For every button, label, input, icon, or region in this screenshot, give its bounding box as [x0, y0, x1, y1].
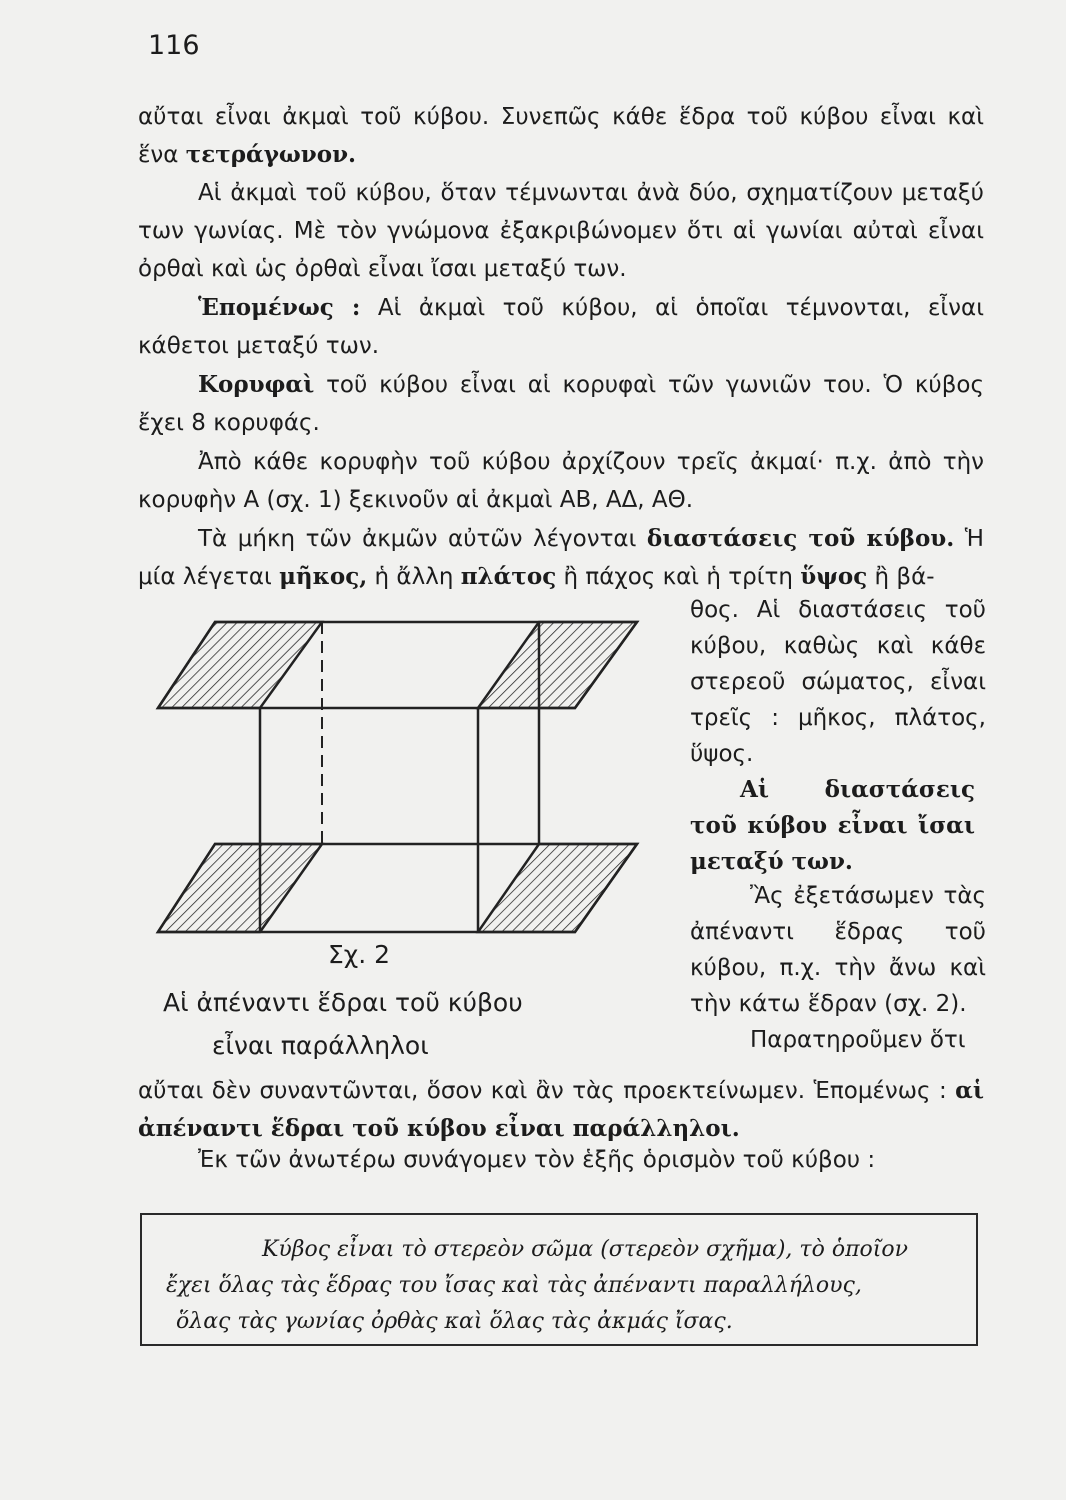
parallel-faces-text: αὔται δὲν συναντῶνται, ὅσον καὶ ἂν τὰς προεκτείνωμεν. Ἑπομένως : [138, 1078, 956, 1104]
paragraph-vertices [138, 366, 984, 442]
vertices-bold: Κορυφαὶ [198, 371, 315, 398]
page-number: 116 [148, 30, 200, 61]
top-face [158, 622, 637, 708]
cube-edges [260, 622, 539, 932]
figure-label: Σχ. 2 [328, 940, 391, 969]
square-faces-bold: τετράγωνον. [185, 141, 357, 168]
figure-caption-line2: εἶναι παράλληλοι [212, 1031, 429, 1060]
dimensions-text-3: ἡ ἄλλη [367, 564, 461, 590]
vertices-text: τοῦ κύβου εἶναι αἱ κορυφαὶ τῶν γωνιῶν του. Ὁ κύβος ἔχει 8 κορυφάς. [138, 372, 984, 436]
width-bold: πλάτος [460, 563, 557, 590]
dimensions-text-4: ἢ πάχος καὶ ἡ τρίτη [556, 564, 801, 590]
paragraph-conclusion: Ἐκ τῶν ἀνωτέρω συνάγομεν τὸν ἑξῆς ὁρισμὸν τοῦ κύβου : [198, 1147, 876, 1173]
side-equal-dimensions: Αἱ διαστάσεις τοῦ κύβου εἶναι ἴσαι μεταξύ των. [690, 776, 975, 875]
perpendicular-edges-text: Αἱ ἀκμαὶ τοῦ κύβου, αἱ ὁποῖαι τέμνονται, εἶναι κάθετοι μεταξύ των. [138, 295, 984, 359]
dimensions-text-5: ἢ βά- [867, 564, 935, 590]
paragraph-perpendicular-edges [138, 289, 984, 365]
paragraph-three-edges: Ἀπὸ κάθε κορυφὴν τοῦ κύβου ἀρχίζουν τρεῖς ἀκμαί· π.χ. ἀπὸ τὴν κορυφὴν Α (σχ. 1) ξεκινοῦν αἱ ἀκμαὶ ΑΒ, ΑΔ, ΑΘ. [138, 449, 984, 513]
side-we-observe: Παρατηροῦμεν ὅτι [750, 1027, 966, 1053]
square-faces-text: αὔται εἶναι ἀκμαὶ τοῦ κύβου. Συνεπῶς κάθε ἕδρα τοῦ κύβου εἶναι καὶ ἕνα [138, 104, 984, 168]
dimensions-text-1: Τὰ μήκη τῶν ἀκμῶν αὐτῶν λέγονται [198, 526, 647, 552]
figure-cube-opposite-faces [150, 610, 650, 950]
paragraph-square-faces [138, 98, 984, 174]
definition-line-1: Κύβος εἶναι τὸ στερεὸν σῶμα (στερεὸν σχῆμα), τὸ ὁποῖον [262, 1237, 909, 1262]
height-bold: ὕψος [800, 563, 868, 590]
paragraph-right-angles: Αἱ ἀκμαὶ τοῦ κύβου, ὅταν τέμνωνται ἀνὰ δύο, σχηματίζουν μεταξύ των γωνίας. Μὲ τὸν γνώμονα ἐξακριβώνομεν ὅτι αἱ γωνίαι αὐταὶ εἶναι ὀρθαὶ καὶ ὡς ὀρθαὶ εἶναι ἴσαι μεταξύ των. [138, 180, 984, 282]
paragraph-parallel-faces [138, 1072, 984, 1148]
paragraph-dimensions [138, 520, 984, 596]
length-bold: μῆκος, [279, 563, 368, 590]
cube-definition-box [140, 1213, 978, 1346]
definition-line-3: ὅλας τὰς γωνίας ὀρθὰς καὶ ὅλας τὰς ἀκμάς ἴσας. [176, 1309, 733, 1334]
parallel-faces-bold: αἱ ἀπέναντι ἕδραι τοῦ κύβου εἶναι παράλληλοι. [138, 1077, 984, 1142]
side-three-dimensions: θος. Αἱ διαστάσεις τοῦ κύβου, καθὼς καὶ κάθε στερεοῦ σώματος, εἶναι τρεῖς : μῆκος, πλάτος, ὕψος. [690, 597, 986, 767]
dimensions-bold-1: διαστάσεις τοῦ κύβου. [646, 525, 955, 552]
side-opposite-faces: Ἂς ἐξετάσωμεν τὰς ἀπέναντι ἕδρας τοῦ κύβου, π.χ. τὴν ἄνω καὶ τὴν κάτω ἕδραν (σχ. 2). [690, 883, 986, 1017]
bottom-face [158, 844, 637, 932]
definition-line-2: ἔχει ὅλας τὰς ἕδρας του ἴσας καὶ τὰς ἀπέναντι παραλλήλους, [166, 1273, 862, 1298]
figure-caption-line1: Αἱ ἀπέναντι ἕδραι τοῦ κύβου [163, 988, 523, 1017]
consequently-bold: Ἑπομένως : [198, 294, 361, 321]
dimensions-text-2: Ἡ μία λέγεται [138, 526, 985, 590]
